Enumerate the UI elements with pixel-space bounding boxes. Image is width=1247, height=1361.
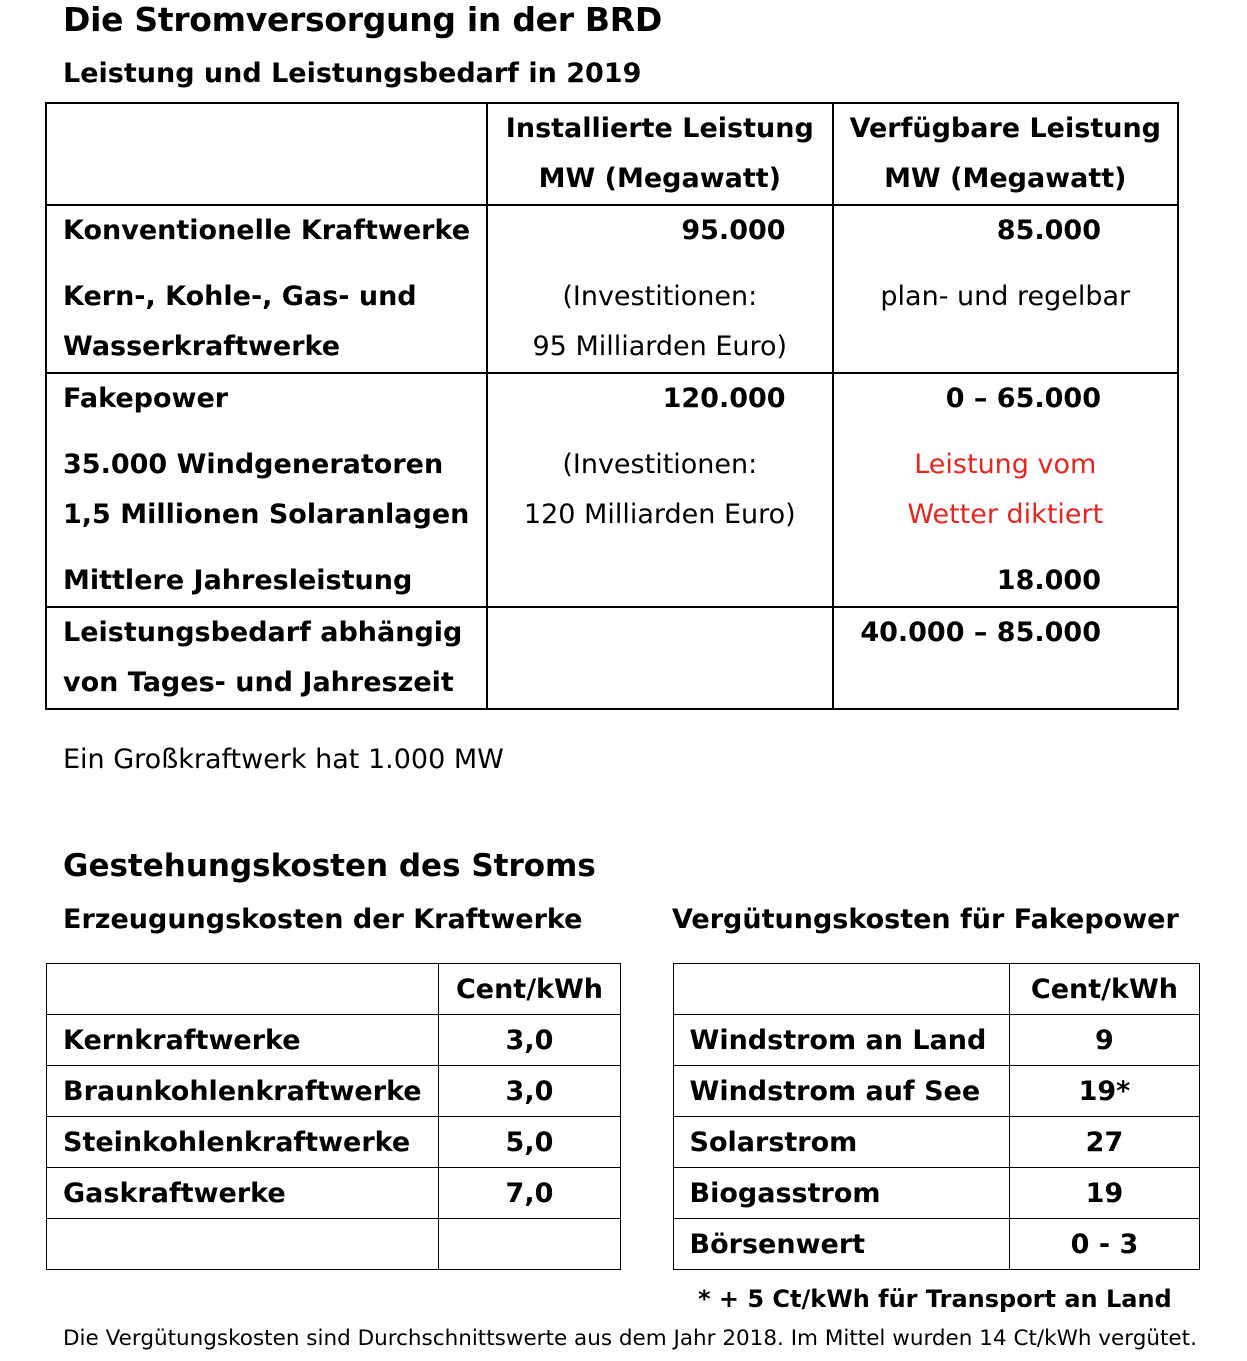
cost-left-name: Kernkraftwerke: [47, 1015, 439, 1066]
conventional-row: [46, 205, 1178, 373]
cost-left-name: Steinkohlenkraftwerke: [47, 1117, 439, 1168]
demand-row: [46, 607, 1178, 709]
fakepower-investment-2: 120 Milliarden Euro): [523, 499, 796, 530]
cost-right-name: Biogasstrom: [673, 1168, 1009, 1219]
fakepower-installed-value: 120.000: [662, 383, 786, 414]
cost-header-empty-right: [673, 964, 1009, 1015]
cost-right-value: 19*: [1009, 1066, 1199, 1117]
fakepower-weather-note-2: Wetter diktiert: [907, 499, 1104, 530]
cost-table-header: [47, 964, 1200, 1015]
cost-table: [46, 963, 1200, 1270]
cost-left-name: Gaskraftwerke: [47, 1168, 439, 1219]
fakepower-installed-cell: [487, 373, 833, 607]
conventional-label-cell: [46, 205, 487, 373]
demand-installed-cell: [487, 607, 833, 709]
cost-header-unit-right: Cent/kWh: [1009, 964, 1199, 1015]
demand-label-2: von Tages- und Jahreszeit: [63, 667, 454, 698]
cost-header-empty-left: [47, 964, 439, 1015]
costs-title: Gestehungskosten des Stroms: [63, 848, 596, 884]
fakepower-mean-label: Mittlere Jahresleistung: [63, 565, 413, 596]
cost-table-row: [47, 1117, 1200, 1168]
capacity-table-header: [46, 103, 1178, 205]
cost-right-name: Börsenwert: [673, 1219, 1009, 1270]
costs-right-title: Vergütungskosten für Fakepower: [672, 904, 1179, 935]
cost-table-separator: [621, 1117, 673, 1168]
header-available-capacity: [833, 103, 1178, 205]
cost-table-separator: [621, 1168, 673, 1219]
fakepower-sub-2: 1,5 Millionen Solaranlagen: [63, 499, 470, 530]
cost-table-separator: [621, 1015, 673, 1066]
cost-left-name: Braunkohlenkraftwerke: [47, 1066, 439, 1117]
conventional-installed-value: 95.000: [681, 215, 786, 246]
cost-table-separator: [621, 1219, 673, 1270]
fakepower-label: Fakepower: [63, 383, 229, 414]
fakepower-investment-1: (Investitionen:: [562, 449, 758, 480]
cost-left-value: [438, 1219, 621, 1270]
cost-header-unit-left: Cent/kWh: [438, 964, 621, 1015]
source-note: Die Vergütungskosten sind Durchschnittswerte aus dem Jahr 2018. Im Mittel wurden 14 Ct/kWh vergütet.: [63, 1326, 1197, 1351]
conventional-available-value: 85.000: [996, 215, 1101, 246]
cost-table-separator: [621, 964, 673, 1015]
fakepower-available-value: 0 – 65.000: [945, 383, 1101, 414]
cost-right-value: 9: [1009, 1015, 1199, 1066]
page-subtitle: Leistung und Leistungsbedarf in 2019: [63, 58, 642, 89]
cost-left-value: 3,0: [438, 1066, 621, 1117]
demand-label-1: Leistungsbedarf abhängig: [63, 617, 463, 648]
cost-right-value: 27: [1009, 1117, 1199, 1168]
capacity-table: [45, 102, 1179, 710]
power-plant-note: Ein Großkraftwerk hat 1.000 MW: [63, 744, 504, 775]
cost-left-value: 3,0: [438, 1015, 621, 1066]
cost-right-name: Windstrom an Land: [673, 1015, 1009, 1066]
cost-table-row: [47, 1168, 1200, 1219]
header-installed-line-1: Installierte Leistung: [505, 113, 814, 144]
transport-footnote: * + 5 Ct/kWh für Transport an Land: [698, 1285, 1172, 1313]
demand-available-cell: [833, 607, 1178, 709]
conventional-available-cell: [833, 205, 1178, 373]
cost-right-value: 19: [1009, 1168, 1199, 1219]
demand-available-value: 40.000 – 85.000: [860, 617, 1101, 648]
fakepower-sub-1: 35.000 Windgeneratoren: [63, 449, 444, 480]
header-installed-capacity: [487, 103, 833, 205]
header-available-line-2: MW (Megawatt): [884, 163, 1127, 194]
cost-right-value: 0 - 3: [1009, 1219, 1199, 1270]
header-installed-line-2: MW (Megawatt): [538, 163, 782, 194]
fakepower-available-cell: [833, 373, 1178, 607]
conventional-investment-2: 95 Milliarden Euro): [532, 331, 788, 362]
cost-table-row: [47, 1219, 1200, 1270]
cost-left-value: 7,0: [438, 1168, 621, 1219]
cost-table-row: [47, 1015, 1200, 1066]
cost-table-separator: [621, 1066, 673, 1117]
conventional-investment-1: (Investitionen:: [562, 281, 758, 312]
fakepower-weather-note-1: Leistung vom: [914, 449, 1097, 480]
conventional-sub-1: Kern-, Kohle-, Gas- und: [63, 281, 417, 312]
fakepower-row: [46, 373, 1178, 607]
cost-right-name: Windstrom auf See: [673, 1066, 1009, 1117]
demand-label-cell: [46, 607, 487, 709]
conventional-available-note: plan- und regelbar: [880, 281, 1131, 312]
header-available-line-1: Verfügbare Leistung: [849, 113, 1161, 144]
cost-table-row: [47, 1066, 1200, 1117]
cost-right-name: Solarstrom: [673, 1117, 1009, 1168]
fakepower-mean-value: 18.000: [996, 565, 1101, 596]
header-empty-cell: [46, 103, 487, 205]
cost-table-body: [47, 964, 1200, 1270]
fakepower-label-cell: [46, 373, 487, 607]
costs-left-title: Erzeugungskosten der Kraftwerke: [63, 904, 583, 935]
conventional-label: Konventionelle Kraftwerke: [63, 215, 471, 246]
page-title: Die Stromversorgung in der BRD: [63, 0, 662, 39]
conventional-installed-cell: [487, 205, 833, 373]
conventional-sub-2: Wasserkraftwerke: [63, 331, 341, 362]
cost-left-value: 5,0: [438, 1117, 621, 1168]
cost-left-name: [47, 1219, 439, 1270]
